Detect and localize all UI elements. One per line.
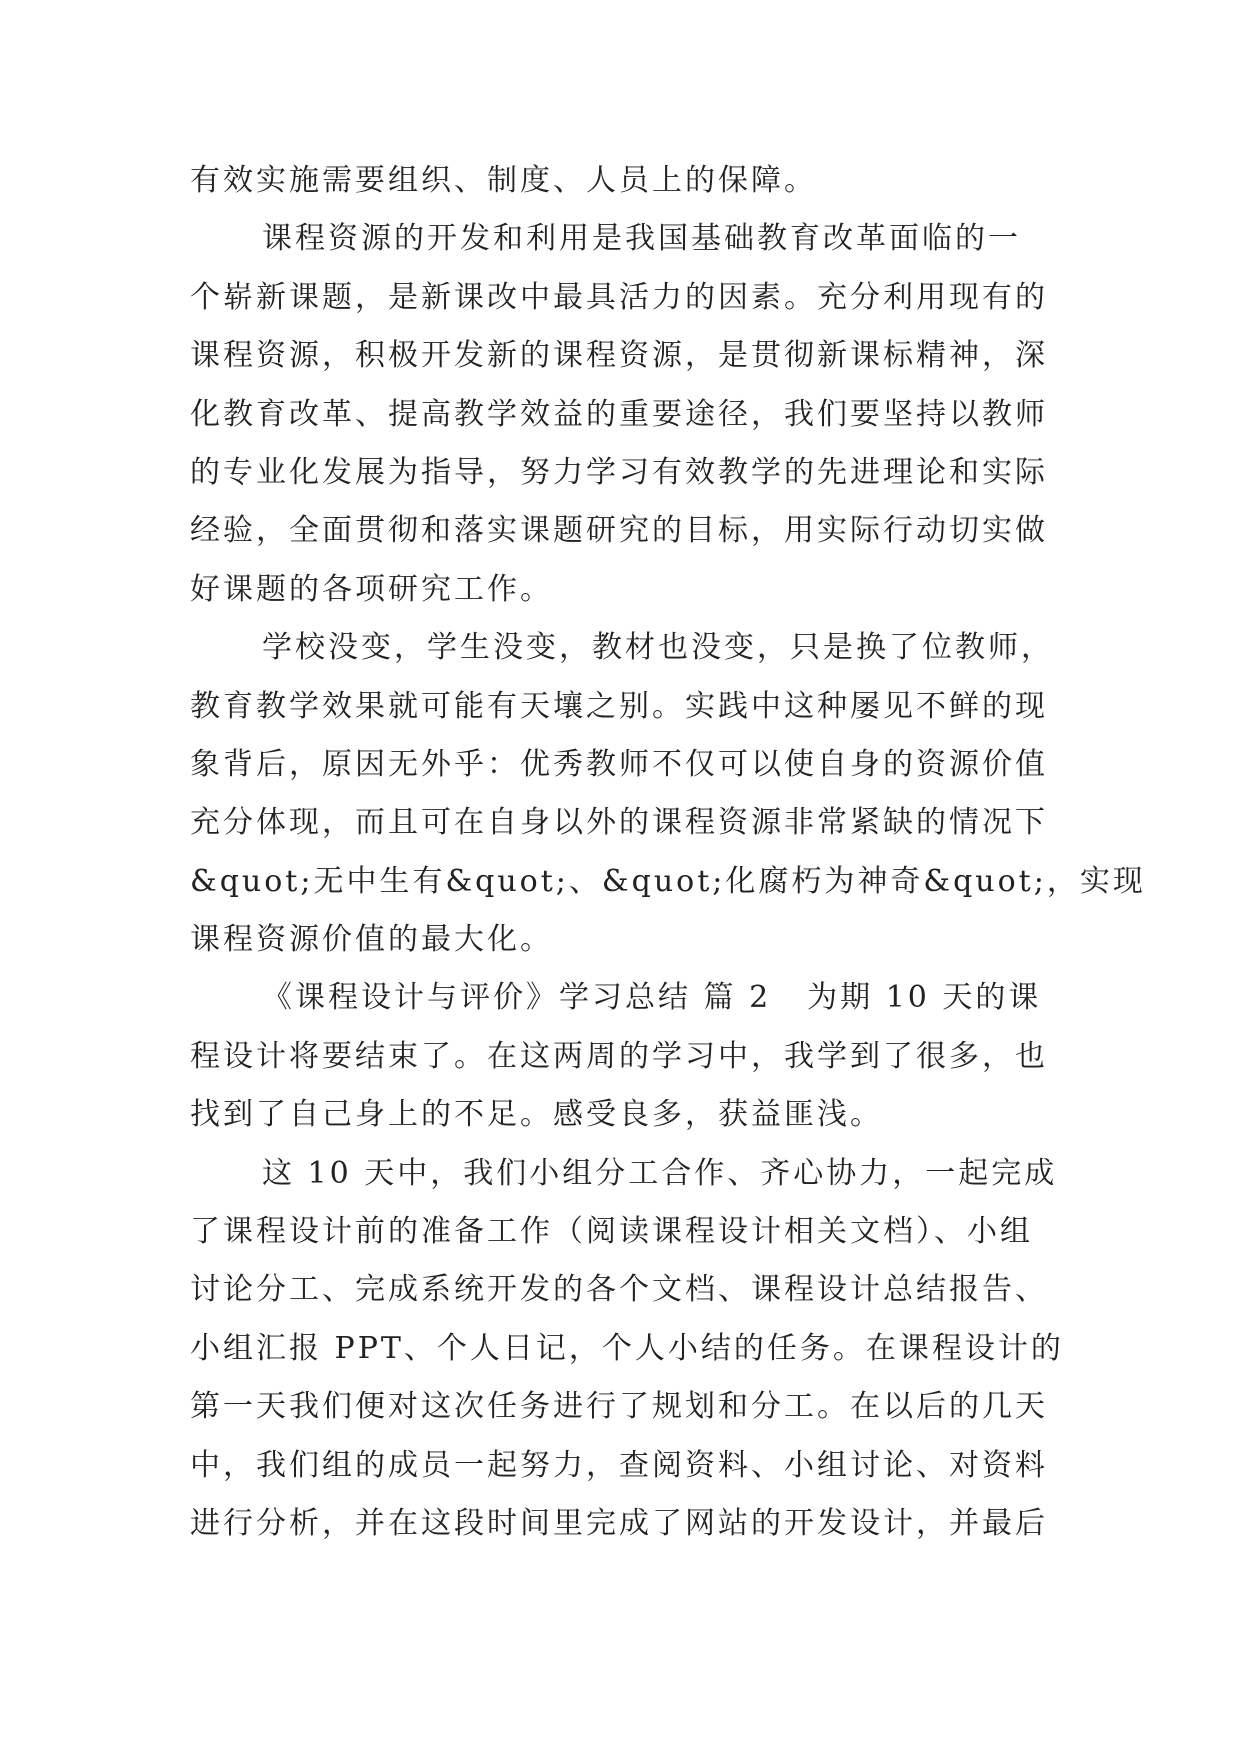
text-line: 程设计将要结束了。在这两周的学习中，我学到了很多，也 [190,1038,1048,1074]
text-line: 化教育改革、提高教学效益的重要途径，我们要坚持以教师 [190,396,1048,432]
text-line: 的专业化发展为指导，努力学习有效教学的先进理论和实际 [190,454,1048,490]
text-line: 课程资源的开发和利用是我国基础教育改革面临的一 [262,221,1021,257]
text-line: 找到了自己身上的不足。感受良多，获益匪浅。 [190,1097,883,1133]
text-line: 充分体现，而且可在自身以外的课程资源非常紧缺的情况下 [190,805,1048,841]
text-line: 这 10 天中，我们小组分工合作、齐心协力，一起完成 [262,1155,1058,1191]
text-line: 课程资源价值的最大化。 [190,922,553,958]
text-line: &quot;无中生有&quot;、&quot;化腐朽为神奇&quot;，实现 [190,863,1146,899]
section-heading: 《课程设计与评价》学习总结 篇 2 [262,980,772,1016]
text-line: 有效实施需要组织、制度、人员上的保障。 [190,163,817,198]
text-line: 学校没变，学生没变，教材也没变，只是换了位教师， [262,630,1054,666]
text-line: 象背后，原因无外乎：优秀教师不仅可以使自身的资源价值 [190,746,1048,782]
text-line: 中，我们组的成员一起努力，查阅资料、小组讨论、对资料 [190,1447,1048,1483]
text-line: 小组汇报 PPT、个人日记，个人小结的任务。在课程设计的 [190,1330,1064,1366]
text-line: 了课程设计前的准备工作（阅读课程设计相关文档）、小组 [190,1214,1033,1250]
text-line: 教育教学效果就可能有天壤之别。实践中这种屡见不鲜的现 [190,688,1048,724]
text-line: 个崭新课题，是新课改中最具活力的因素。充分利用现有的 [190,279,1048,315]
text-line: 好课题的各项研究工作。 [190,571,553,607]
text-line: 第一天我们便对这次任务进行了规划和分工。在以后的几天 [190,1389,1048,1425]
text-line: 进行分析，并在这段时间里完成了网站的开发设计，并最后 [190,1505,1048,1541]
document-body [190,152,1146,1553]
text-line: 讨论分工、完成系统开发的各个文档、课程设计总结报告、 [190,1272,1048,1308]
section-heading-line [190,969,1050,1027]
text-line: 课程资源，积极开发新的课程资源，是贯彻新课标精神，深 [190,338,1048,374]
text-line: 经验，全面贯彻和落实课题研究的目标，用实际行动切实做 [190,513,1048,549]
section-text: 为期 10 天的课 [807,980,1042,1016]
